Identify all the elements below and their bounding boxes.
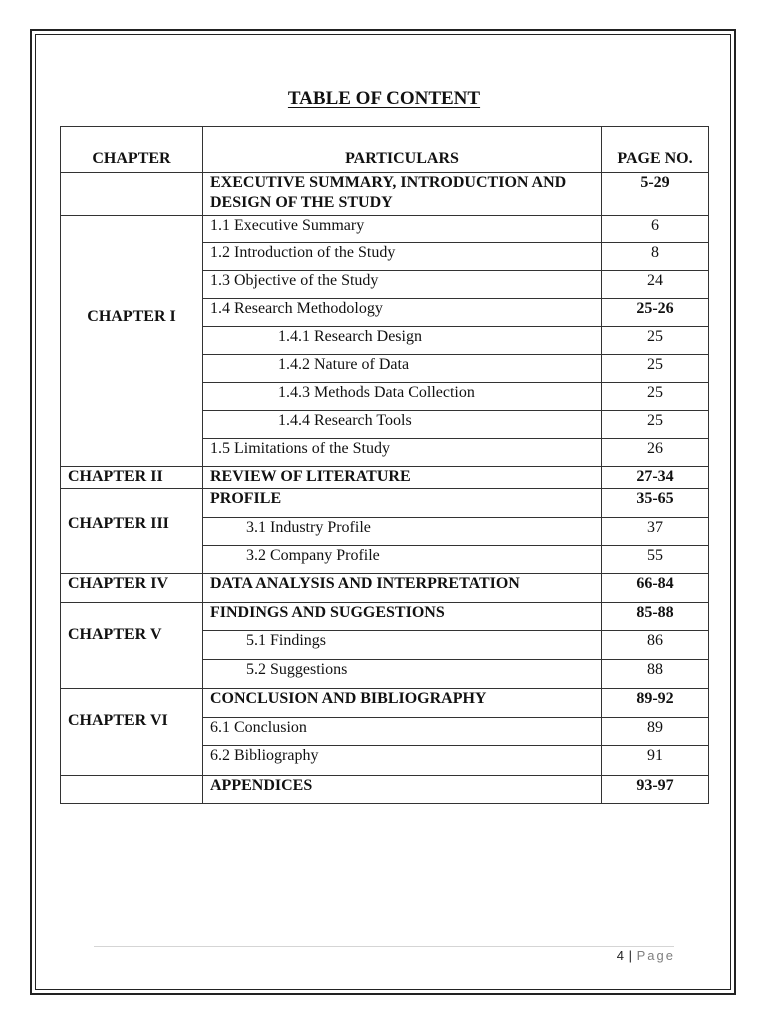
particular-cell: 1.4.2 Nature of Data [203, 355, 602, 383]
page-cell: 27-34 [602, 467, 709, 489]
table-row [61, 216, 709, 243]
particular-cell: EXECUTIVE SUMMARY, INTRODUCTION AND DESIGN OF THE STUDY [203, 173, 602, 216]
particular-cell: 3.2 Company Profile [203, 546, 602, 574]
header-page-no: PAGE NO. [602, 127, 709, 173]
page-cell: 24 [602, 271, 709, 299]
page-cell: 93-97 [602, 776, 709, 804]
page-cell: 5-29 [602, 173, 709, 216]
footer-divider [94, 946, 674, 947]
particular-cell: REVIEW OF LITERATURE [203, 467, 602, 489]
chapter-cell: CHAPTER I [61, 216, 203, 467]
table-row [61, 467, 709, 489]
page-cell: 6 [602, 216, 709, 243]
page-cell: 88 [602, 660, 709, 689]
page-footer [617, 948, 675, 963]
page-cell: 25-26 [602, 299, 709, 327]
page-cell: 66-84 [602, 574, 709, 603]
particular-cell: 1.4.3 Methods Data Collection [203, 383, 602, 411]
particular-cell: 1.4 Research Methodology [203, 299, 602, 327]
table-row [61, 776, 709, 804]
header-particulars: PARTICULARS [203, 127, 602, 173]
table-of-content [60, 126, 709, 804]
chapter-cell: CHAPTER IV [61, 574, 203, 603]
chapter-cell: CHAPTER VI [61, 689, 203, 776]
table-row [61, 173, 709, 216]
page-cell: 26 [602, 439, 709, 467]
page-cell: 25 [602, 411, 709, 439]
particular-cell: CONCLUSION AND BIBLIOGRAPHY [203, 689, 602, 718]
particular-cell: 5.1 Findings [203, 631, 602, 660]
table-row [61, 689, 709, 718]
page-cell: 25 [602, 327, 709, 355]
page-title: TABLE OF CONTENT [287, 88, 481, 109]
particular-cell: 1.4.1 Research Design [203, 327, 602, 355]
chapter-cell-empty [61, 776, 203, 804]
page-cell: 25 [602, 355, 709, 383]
particular-cell: FINDINGS AND SUGGESTIONS [203, 603, 602, 631]
particular-cell: APPENDICES [203, 776, 602, 804]
table-header-row [61, 127, 709, 173]
chapter-cell-empty [61, 173, 203, 216]
page-cell: 35-65 [602, 489, 709, 518]
page-cell: 8 [602, 243, 709, 271]
chapter-cell: CHAPTER III [61, 489, 203, 574]
chapter-cell: CHAPTER II [61, 467, 203, 489]
page-cell: 89-92 [602, 689, 709, 718]
header-chapter: CHAPTER [61, 127, 203, 173]
page-cell: 25 [602, 383, 709, 411]
particular-cell: 5.2 Suggestions [203, 660, 602, 689]
page-label: Page [636, 948, 675, 963]
table-row [61, 603, 709, 631]
footer-separator: | [628, 948, 633, 963]
particular-cell: 1.1 Executive Summary [203, 216, 602, 243]
particular-cell: DATA ANALYSIS AND INTERPRETATION [203, 574, 602, 603]
page-cell: 89 [602, 718, 709, 746]
chapter-cell: CHAPTER V [61, 603, 203, 689]
particular-cell: 1.2 Introduction of the Study [203, 243, 602, 271]
particular-cell: PROFILE [203, 489, 602, 518]
particular-cell: 3.1 Industry Profile [203, 518, 602, 546]
particular-cell: 1.3 Objective of the Study [203, 271, 602, 299]
table-row [61, 489, 709, 518]
table-row [61, 574, 709, 603]
particular-cell: 6.2 Bibliography [203, 746, 602, 776]
particular-cell: 6.1 Conclusion [203, 718, 602, 746]
page-cell: 86 [602, 631, 709, 660]
page-cell: 55 [602, 546, 709, 574]
particular-cell: 1.5 Limitations of the Study [203, 439, 602, 467]
page-cell: 85-88 [602, 603, 709, 631]
page-cell: 37 [602, 518, 709, 546]
page-number: 4 [616, 948, 625, 963]
page-cell: 91 [602, 746, 709, 776]
particular-cell: 1.4.4 Research Tools [203, 411, 602, 439]
